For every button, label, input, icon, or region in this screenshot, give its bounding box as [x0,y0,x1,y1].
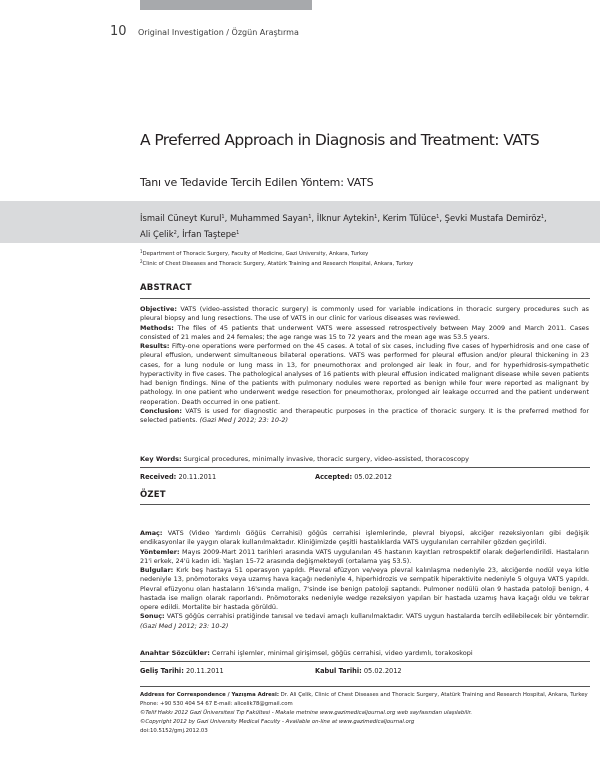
author-list: İsmail Cüneyt Kurul$^1$, Muhammed Sayan$^1$, İlknur Aytekin$^1$, Kerim Tülüce$^1$, Şevki Mustafa Demiröz$^1$, Ali Çelik$^2$, İrfan Taştepe$^1$ [140,213,547,239]
article-title-turkish: Tanı ve Tedavide Tercih Edilen Yöntem: VATS [140,176,374,189]
author-affil-mark: 1 [221,214,225,220]
ozet-keywords-label: Anahtar Sözcükler: [140,649,210,657]
affiliation-mark: 1 [140,249,143,254]
affiliation-mark: 2 [140,259,143,264]
author-name: İlknur Aytekin [316,213,375,223]
ozet-heading: ÖZET [140,490,166,500]
footer-rule [140,686,590,687]
keywords-label: Key Words: [140,455,182,463]
abstract-body [140,305,589,425]
copyright-en [140,718,589,727]
author-name: İsmail Cüneyt Kurul [140,213,222,223]
author-name: Şevki Mustafa Demiröz [444,213,541,223]
affiliation-text: Department of Thoracic Surgery, Faculty of Medicine, Gazi University, Ankara, Turkey [142,251,369,257]
amac-text: VATS (Video Yardımlı Göğüs Cerrahisi) göğüs cerrahisi işlemlerinde, plevral biyopsi, akciğer rezeksiyonları gibi değişik endikasyonlar ile yaygın olarak kullanılmaktadır. Kliniğimizde çeşitli hastalıklarda VATS uygulanılan cerrahiler gözden geçirildi. [140,529,590,547]
correspondence [140,691,589,709]
running-head-text: Original Investigation / Özgün Araştırma [138,28,299,37]
author-affil-mark: 1 [236,229,240,236]
accepted-date: 05.02.2012 [354,473,392,481]
citation: (Gazi Med J 2012; 23: 10-2) [199,416,288,425]
author-affil-mark: 1 [308,214,312,220]
objective-label: Objective: [140,305,177,313]
methods-label: Methods: [140,323,174,332]
author-name: Kerim Tülüce [382,213,437,223]
article-title: A Preferred Approach in Diagnosis and Treatment: VATS [140,131,540,149]
gelis-label: Geliş Tarihi: [140,667,184,675]
doi: doi:10.5152/gmj.2012.03 [140,728,208,734]
kabul-date: 05.02.2012 [363,667,402,675]
affiliation-line [140,248,590,258]
affiliation-text: Clinic of Chest Diseases and Thoracic Surgery, Atatürk Training and Research Hospital, Ankara, Turkey [142,261,414,267]
correspondence-text: Dr. Ali Çelik, Clinic of Chest Diseases and Thoracic Surgery, Atatürk Training and Research Hospital, Ankara, Turkey Phone: +90 530 404 54 67 E-mail: alicelik78@gmail.com [140,692,588,707]
affiliations [140,248,590,268]
abstract-rule [140,298,590,299]
running-head [110,24,410,41]
conclusion-label: Conclusion: [140,406,182,415]
abstract-heading: ABSTRACT [140,283,192,293]
results-label: Results: [140,342,170,351]
author-name: Ali Çelik [140,228,174,239]
footer [140,691,589,736]
copyright-tr-text: ©Telif Hakkı 2012 Gazi Üniversitesi Tıp Fakültesi - Makale metnine www.gazimedicaljournal.org web sayfasından ulaşılabilir. [140,710,473,716]
ozet-keywords-text: Cerrahi işlemler, minimal girişimsel, göğüs cerrahisi, video yardımlı, torakoskopi [211,649,473,657]
gelis-date: 20.11.2011 [185,667,224,675]
ozet-citation: (Gazi Med J 2012; 23: 10-2) [140,621,229,630]
keywords-rule [140,467,590,468]
top-color-bar [140,0,312,10]
page-number: 10 [110,24,127,39]
methods-text: The files of 45 patients that underwent VATS were assessed retrospectively between May 2009 and March 2011. Cases consisted of 21 males and 24 females; the age range was 15 to 72 years and the mean age was 53.5 years. [140,323,589,341]
accepted-label: Accepted: [315,473,353,481]
sonuc-label: Sonuç: [140,612,165,621]
kabul-label: Kabul Tarihi: [315,667,362,675]
author-affil-mark: 1 [374,214,378,220]
correspondence-label: Address for Correspondence / Yazışma Adresi: [140,692,279,698]
copyright-en-text: ©Copyright 2012 by Gazi University Medical Faculty - Available on-line at www.gazimedicaljournal.org [140,719,415,725]
ozet-body [140,529,589,631]
sonuc-text: VATS göğüs cerrahisi pratiğinde tanısal ve tedavi amaçlı kullanılmaktadır. VATS uygun hastalarda tercih edilebilecek bir yöntemdir. [166,612,590,621]
ozet-keywords [140,649,589,658]
author-affil-mark: 1 [436,214,440,220]
ozet-rule [140,504,590,505]
author-affil-mark: 2 [173,229,177,236]
ozet-keywords-rule [140,661,590,662]
author-name: Muhammed Sayan [229,213,309,223]
yontemler-text: Mayıs 2009-Mart 2011 tarihleri arasında VATS uygulanılan 45 hastanın kayıtları retrospektif olarak değerlendirildi. Hastaların 21'i erkek, 24'ü kadın idi. Yaşları 15-72 arasında değişmekteydi (ortalama yaş 53.5). [140,547,589,565]
amac-label: Amaç: [140,529,163,537]
copyright-tr [140,709,589,718]
bulgular-text: Kırk beş hastaya 51 operasyon yapıldı. Plevral efüzyon ve/veya plevral kalınlaşma nedeniyle 23, akciğerde nodül veya kitle nedeniyle 13, pnömotoraks veya uzamış hava kaçağı nedeniyle 4, hiperhidrozis ve sempatik hiperaktivite nedeniyle 5 olguya VATS yapıldı. Plevral efüzyonu olan hastaların 16'sında malign, 7'sinde ise benign patoloji saptandı. Pulmoner nodülü olan 9 hastada patoloji benign, 4 hastada ise malign olarak raporlandı. Pnömotoraks nedeniyle wedge rezeksiyon yapılan bir hastada uzamış hava kaçağı oldu ve tekrar opere edildi. Mortalite bir hastada görüldü. [140,566,590,612]
keywords-text: Surgical procedures, minimally invasive, thoracic surgery, video-assisted, thoracoscopy [183,455,470,463]
objective-text: VATS (video-assisted thoracic surgery) is commonly used for variable indications in thoracic surgery procedures such as pleural biopsy and lung resections. The use of VATS in our clinic for various diseases was reviewed. [140,305,590,323]
conclusion-text: VATS is used for diagnostic and therapeutic purposes in the practice of thoracic surgery. It is the preferred method for selected patients. [140,406,590,425]
bulgular-label: Bulgular: [140,566,174,575]
keywords [140,455,589,464]
author-name: İrfan Taştepe [182,228,237,239]
received-date: 20.11.2011 [178,473,217,481]
author-affil-mark: 1 [540,214,545,220]
yontemler-label: Yöntemler: [140,547,180,556]
received-label: Received: [140,473,177,481]
results-text: Fifty-one operations were performed on the 45 cases. A total of six cases, including five cases of hyperhidrosis and one case of pleural effusion, underwent simultaneous bilateral operations. VATS was performed for pleural effusion and/or pleural thickening in 23 cases, for a lung nodule or lung mass in 13, for pneumothorax and prolonged air leak in four, and for hyperhidrosis-sympathetic hyperactivity in five cases. The pathological analyses of 16 patients with pleural effusion indicated malignant disease while seven patients had benign findings. Nine of the patients with pulmonary nodules were reported as benign while four were reported as malignant by pathology. In one patient who underwent wedge resection for pneumothorax, prolonged air leakage occurred and the patient underwent reoperation. Death occurred in one patient. [140,342,590,406]
affiliation-line [140,258,590,268]
